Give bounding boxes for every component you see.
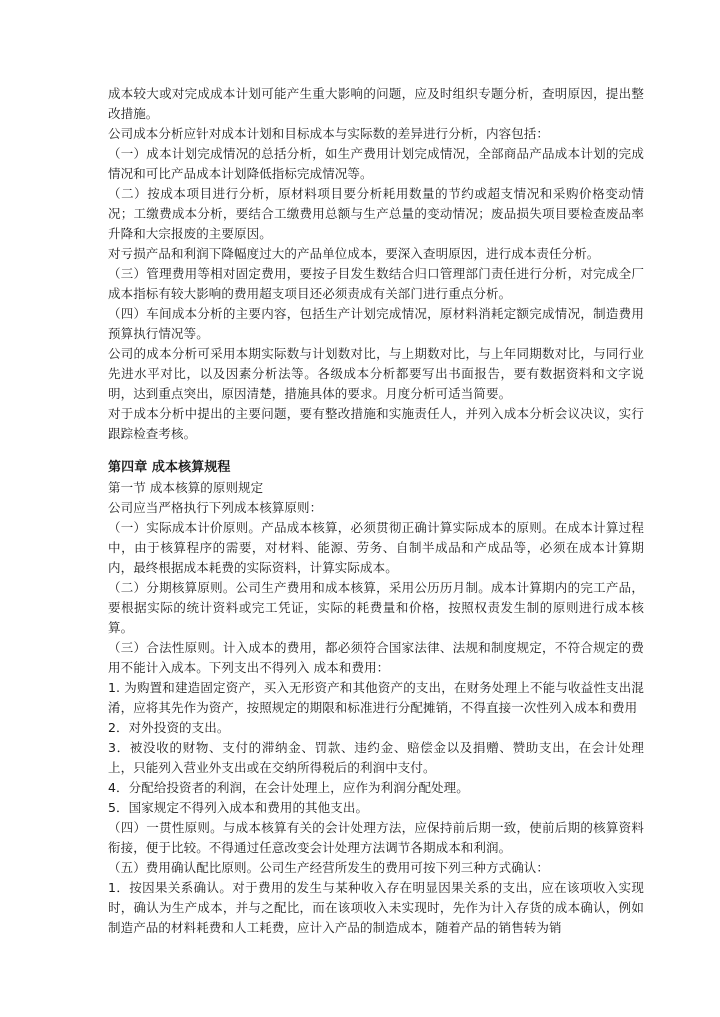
- list-item: 1. 为购置和建造固定资产，买入无形资产和其他资产的支出，在财务处理上不能与收益性支出混淆，应将其先作为资产，按照规定的期限和标准进行分配摊销，不得直接一次性列入成本和费用: [108, 680, 644, 715]
- paragraph: （五）费用确认配比原则。公司生产经营所发生的费用可按下列三种方式确认：: [108, 860, 550, 875]
- paragraph: 对亏损产品和利润下降幅度过大的产品单位成本，要深入查明原因，进行成本责任分析。: [108, 246, 600, 261]
- section-cost-analysis: [108, 84, 644, 444]
- paragraph: （四）一贯性原则。与成本核算有关的会计处理方法，应保持前后期一致，使前后期的核算资料衔接，便于比较。不得通过任意改变会计处理方法调节各期成本和利润。: [108, 820, 644, 855]
- paragraph: 公司成本分析应针对成本计划和目标成本与实际数的差异进行分析，内容包括：: [108, 126, 550, 141]
- paragraph: （四）车间成本分析的主要内容，包括生产计划完成情况，原材料消耗定额完成情况，制造费用预算执行情况等。: [108, 306, 644, 341]
- paragraph: 公司应当严格执行下列成本核算原则：: [108, 500, 323, 515]
- paragraph: （二）按成本项目进行分析，原材料项目要分析耗用数量的节约或超支情况和采购价格变动情况；工缴费成本分析，要结合工缴费用总额与生产总量的变动情况；废品损失项目要检查废品率升降和大宗报废的主要原因。: [108, 186, 644, 241]
- document-page: [108, 84, 644, 938]
- paragraph: 成本较大或对完成成本计划可能产生重大影响的问题，应及时组织专题分析，查明原因，提出整改措施。: [108, 86, 644, 121]
- section-cost-accounting: [108, 478, 644, 938]
- list-item: 1．按因果关系确认。对于费用的发生与某种收入存在明显因果关系的支出，应在该项收入实现时，确认为生产成本，并与之配比，而在该项收入未实现时，先作为计入存货的成本确认，例如制造产品的材料耗费和人工耗费，应计入产品的制造成本，随着产品的销售转为销: [108, 880, 644, 935]
- list-item: 2．对外投资的支出。: [108, 720, 230, 735]
- paragraph: 公司的成本分析可采用本期实际数与计划数对比，与上期数对比，与上年同期数对比，与同行业先进水平对比，以及因素分析法等。各级成本分析都要写出书面报告，要有数据资料和文字说明，达到重点突出，原因清楚，措施具体的要求。月度分析可适当简要。: [108, 346, 644, 401]
- paragraph: （三）管理费用等相对固定费用，要按子目发生数结合归口管理部门责任进行分析，对完成全厂成本指标有较大影响的费用超支项目还必须责成有关部门进行重点分析。: [108, 266, 644, 301]
- paragraph: 对于成本分析中提出的主要问题，要有整改措施和实施责任人，并列入成本分析会议决议，实行跟踪检查考核。: [108, 406, 644, 441]
- paragraph: （一）实际成本计价原则。产品成本核算，必须贯彻正确计算实际成本的原则。在成本计算过程中，由于核算程序的需要，对材料、能源、劳务、自制半成品和产成品等，必须在成本计算期内，最终根据成本耗费的实际资料，计算实际成本。: [108, 520, 644, 575]
- list-item: 5．国家规定不得列入成本和费用的其他支出。: [108, 800, 369, 815]
- paragraph: （一）成本计划完成情况的总括分析，如生产费用计划完成情况，全部商品产品成本计划的完成情况和可比产品成本计划降低指标完成情况等。: [108, 146, 644, 181]
- paragraph: （三）合法性原则。计入成本的费用，都必须符合国家法律、法规和制度规定，不符合规定的费用不能计入成本。下列支出不得列入 成本和费用：: [108, 640, 644, 675]
- chapter-title: 第四章 成本核算规程: [108, 460, 231, 475]
- list-item: 3．被没收的财物、支付的滞纳金、罚款、违约金、赔偿金以及捐赠、赞助支出，在会计处理上，只能列入营业外支出或在交纳所得税后的利润中支付。: [108, 740, 644, 775]
- section-subtitle: 第一节 成本核算的原则规定: [108, 480, 264, 495]
- list-item: 4．分配给投资者的利润，在会计处理上，应作为利润分配处理。: [108, 780, 469, 795]
- section-spacer: [108, 444, 644, 458]
- paragraph: （二）分期核算原则。公司生产费用和成本核算，采用公历历月制。成本计算期内的完工产品，要根据实际的统计资料或完工凭证，实际的耗费量和价格，按照权责发生制的原则进行成本核算。: [108, 580, 644, 635]
